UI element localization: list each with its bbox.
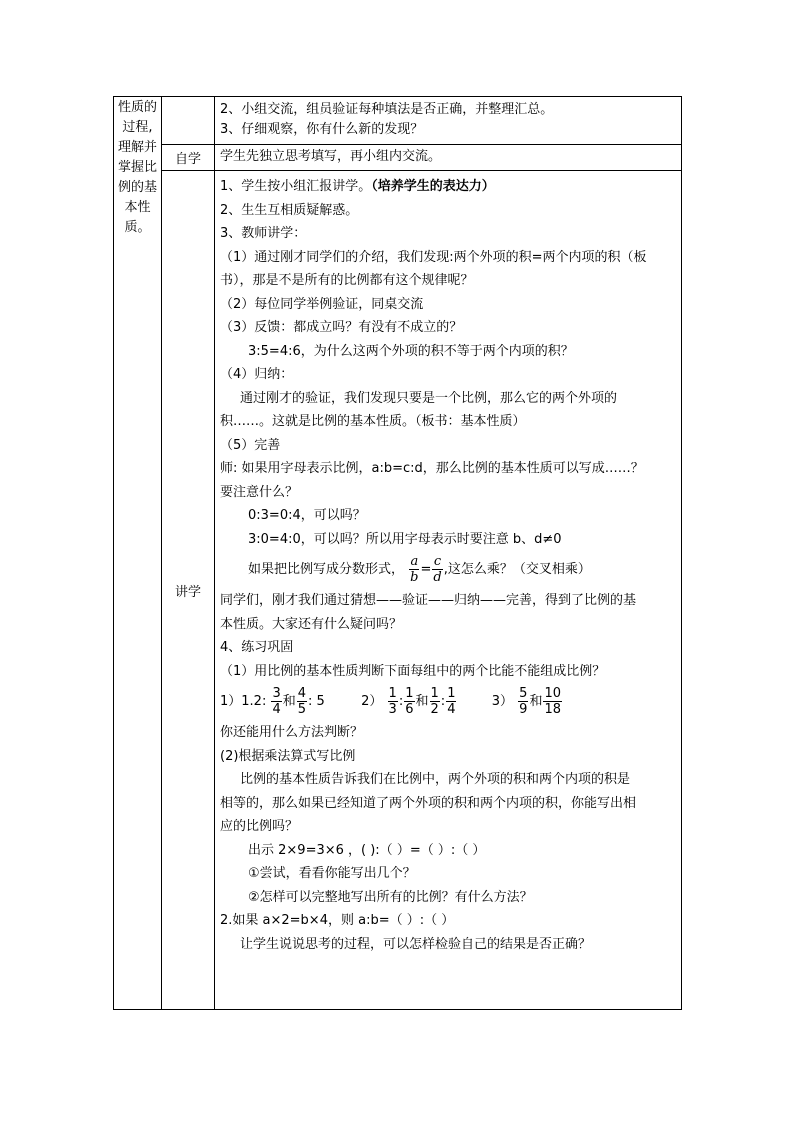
text-line: 3:5=4:6，为什么这两个外项的积不等于两个内项的积？ (248, 343, 574, 359)
text-line: 3、仔细观察，你有什么新的发现？ (220, 122, 424, 137)
row-label-self-study: 自学 (162, 145, 215, 171)
table-row (114, 145, 682, 171)
text-line: 3、教师讲学： (220, 226, 307, 241)
text-line: 通过刚才的验证，我们发现只要是一个比例，那么它的两个外项的 (240, 390, 618, 406)
text-line: 师: 如果用字母表示比例，a:b=c:d，那么比例的基本性质可以写成……？ (220, 461, 644, 476)
text-line: 出示 2×9=3×6 ，( ):（ ）=（ ）:（ ） (248, 842, 486, 858)
goal-cell (114, 97, 162, 1010)
text-line: （1）用比例的基本性质判断下面每组中的两个比能不能组成比例？ (220, 663, 606, 679)
text-line: ②怎样可以完整地写出所有的比例？有什么方法？ (248, 889, 533, 905)
text-line: （3）反馈：都成立吗？有没有不成立的？ (220, 320, 463, 335)
fraction: $\frac{1}{4}$ (447, 686, 456, 717)
fraction: $\frac{1}{2}$ (430, 686, 439, 717)
text-line: (2)根据乘法算式写比例 (220, 748, 356, 764)
text-line: 0:3=0:4，可以吗？ (248, 508, 366, 523)
text-line: 本性质。大家还有什么疑问吗？ (220, 616, 403, 632)
exercise-fractions-line: 1）1.2: $\frac{3}{4}$ 和 $\frac{4}{5}$ : 5 2） $\frac{1}{3}$ : $\frac{1}{6}$ 和 $\frac{1}{2}$ : $\frac{1}{4}$ 3） $\frac{5}{9}$ 和 $\frac{10}{18}$ (220, 686, 562, 717)
fraction: $\frac{1}{3}$ (388, 686, 397, 717)
text-line: 学生先独立思考填写，再小组内交流。 (220, 149, 442, 164)
row-label (162, 97, 215, 145)
fraction: $\frac{4}{5}$ (297, 686, 307, 717)
fraction-line: 如果把比例写成分数形式， $\frac{a}{b}$ = $\frac{c}{d}$ ,这怎么乘？（交叉相乘） (248, 554, 591, 585)
fraction: $\frac{3}{4}$ (272, 686, 281, 717)
text-line: 同学们，刚才我们通过猜想——验证——归纳——完善，得到了比例的基 (220, 593, 637, 608)
table-row (114, 171, 682, 1010)
text-line: 3:0=4:0，可以吗？所以用字母表示时要注意 b、d≠0 (248, 531, 562, 547)
text-line: （5）完善 (220, 437, 281, 453)
lesson-plan-table (113, 96, 682, 1010)
text-line: 比例的基本性质告诉我们在比例中，两个外项的积和两个内项的积是 (240, 772, 631, 787)
text-line: 1、学生按小组汇报讲学。（培养学生的表达力） (220, 179, 495, 194)
text-line: （1）通过刚才同学们的介绍，我们发现:两个外项的积=两个内项的积（板 (220, 249, 647, 265)
fraction: $\frac{5}{9}$ (519, 686, 528, 717)
text-line: 4、练习巩固 (220, 640, 294, 655)
goal-text: 性质的过程,理解并掌握比例的基本性质。 (117, 100, 157, 235)
fraction-c-over-d: $\frac{c}{d}$ (433, 554, 442, 585)
text-line: 让学生说说思考的过程，可以怎样检验自己的结果是否正确？ (240, 936, 592, 952)
text-line: 2、小组交流，组员验证每种填法是否正确，并整理汇总。 (220, 102, 554, 117)
text-line: 你还能用什么方法判断？ (220, 725, 364, 740)
text-line: ①尝试，看看你能写出几个？ (248, 866, 416, 881)
text-line: 2、生生互相质疑解惑。 (220, 202, 359, 218)
text-line: 相等的，那么如果已经知道了两个外项的积和两个内项的积，你能写出相 (220, 795, 637, 811)
fraction-a-over-b: $\frac{a}{b}$ (410, 554, 419, 585)
text-line: 应的比例吗？ (220, 819, 299, 834)
text-line: （4）归纳： (220, 367, 294, 382)
fraction: $\frac{10}{18}$ (544, 686, 562, 717)
content-cell (215, 171, 682, 1010)
text-line: （2）每位同学举例验证，同桌交流 (220, 296, 424, 312)
text-line: 要注意什么？ (220, 484, 299, 500)
bold-note: （培养学生的表达力） (371, 179, 495, 194)
content-cell (215, 97, 682, 145)
fraction: $\frac{1}{6}$ (405, 686, 414, 717)
text-line: 积……。这就是比例的基本性质。（板书：基本性质） (220, 414, 526, 429)
content-cell (215, 145, 682, 171)
text-line: 2.如果 a×2=b×4，则 a:b=（ ）:（ ） (220, 913, 455, 928)
text-line: 书），那是不是所有的比例都有这个规律呢？ (220, 273, 474, 288)
row-label-teaching: 讲学 (162, 171, 215, 1010)
table-row (114, 97, 682, 145)
